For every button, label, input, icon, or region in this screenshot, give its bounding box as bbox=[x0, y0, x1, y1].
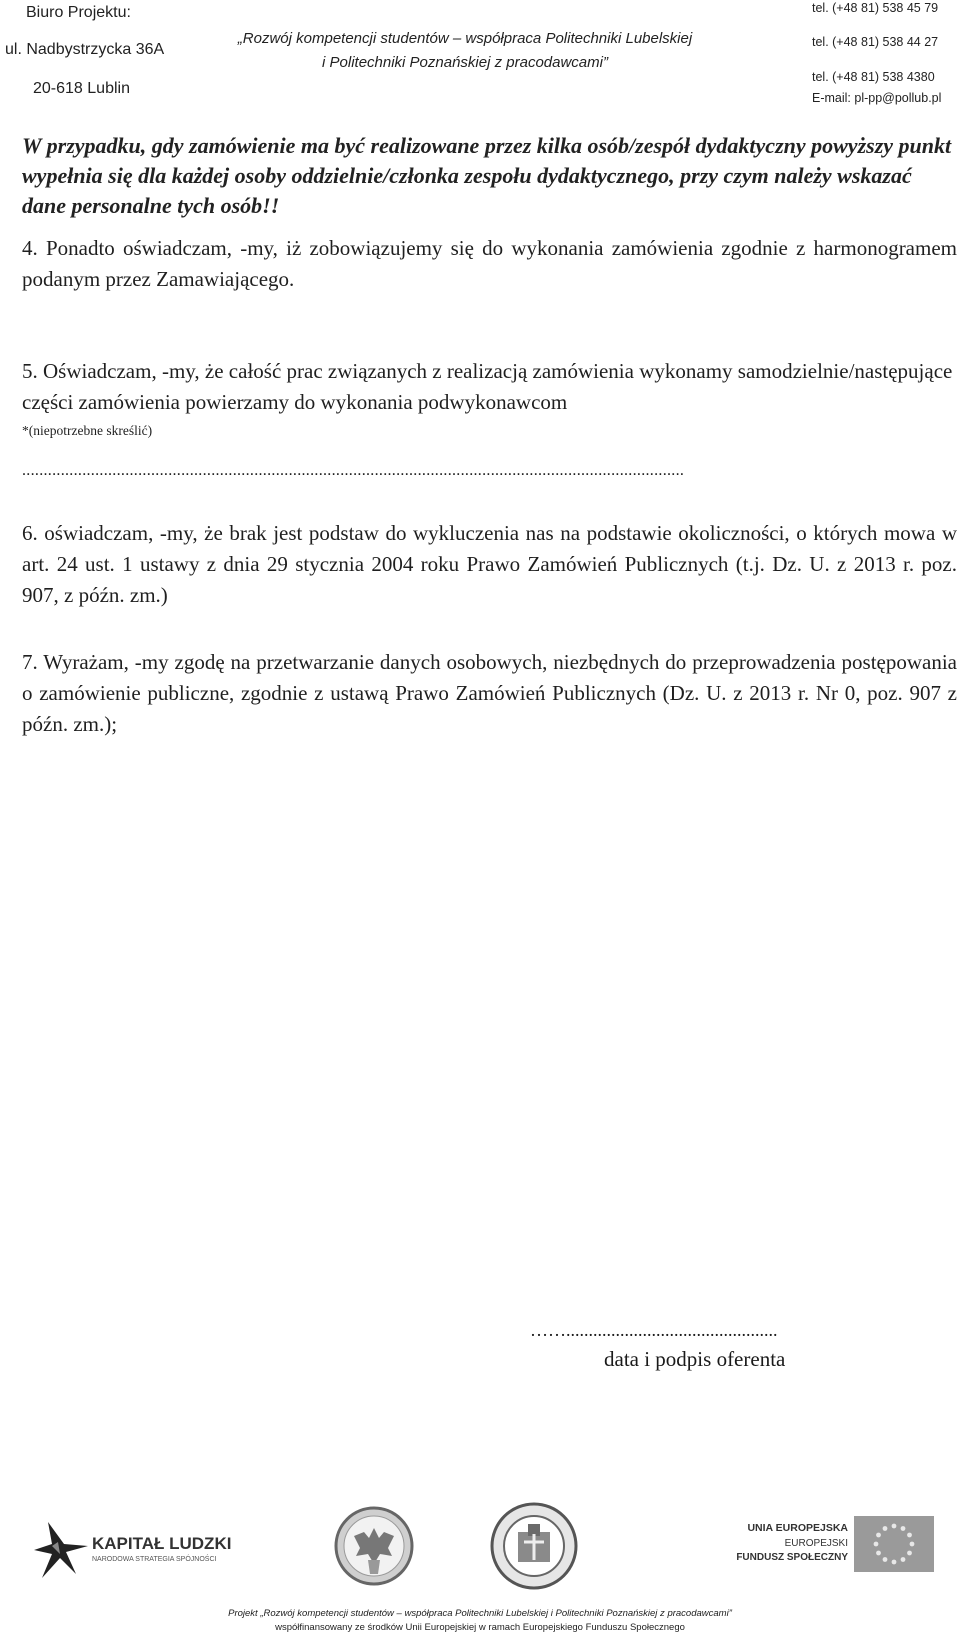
university-seal-icon bbox=[490, 1498, 578, 1594]
signature-label: data i podpis oferenta bbox=[604, 1347, 786, 1371]
header-project-title-line2: i Politechniki Poznańskiej z pracodawcami” bbox=[322, 54, 608, 71]
item-4: 4. Ponadto oświadczam, -my, iż zobowiązujemy się do wykonania zamówienia zgodnie z harmonogramem podanym przez Zamawiającego. bbox=[22, 236, 957, 291]
signature-dots: ……............................................... bbox=[530, 1320, 778, 1340]
ue-line-1: UNIA EUROPEJSKA bbox=[747, 1522, 848, 1534]
item-7: 7. Wyrażam, -my zgodę na przetwarzanie danych osobowych, niezbędnych do przeprowadzenia postępowania o zamówienie publiczne, zgodnie z ustawą Prawo Zamówień Publicznych (Dz. U. z 2013 r. Nr 0, poz. 907 z późn. zm.); bbox=[22, 650, 957, 736]
header-project-title-line1: „Rozwój kompetencji studentów – współpraca Politechniki Lubelskiej bbox=[237, 30, 693, 47]
intro-note: W przypadku, gdy zamówienie ma być realizowane przez kilka osób/zespół dydaktyczny powyższy punkt wypełnia się dla każdej osoby oddzielnie/członka zespołu dydaktycznego, przy czym należy wskazać dane personalne tych osób!! bbox=[22, 133, 952, 218]
footer-logos bbox=[0, 1498, 960, 1600]
eu-flag-icon bbox=[854, 1516, 934, 1572]
item-5-note: *(niepotrzebne skreślić) bbox=[22, 423, 153, 438]
unia-europejska-logo bbox=[736, 1514, 940, 1584]
ue-line-2: EUROPEJSKI bbox=[784, 1538, 848, 1549]
item-6: 6. oświadczam, -my, że brak jest podstaw do wykluczenia nas na podstawie okoliczności, o których mowa w art. 24 ust. 1 ustawy z dnia 29 stycznia 2004 roku Prawo Zamówień Publicznych (t.j. Dz. U. z 2013 r. poz. 907, z późn. zm.) bbox=[22, 521, 957, 607]
kapital-ludzki-star-icon bbox=[30, 1520, 90, 1580]
eagle-emblem-icon bbox=[334, 1498, 414, 1594]
kapital-ludzki-subtitle: NARODOWA STRATEGIA SPÓJNOŚCI bbox=[92, 1556, 217, 1563]
item-5-subcontractor-dots: .......................................................................................................................................................... bbox=[22, 462, 685, 479]
header-phone-3: tel. (+48 81) 538 4380 bbox=[812, 70, 935, 84]
header-phone-1: tel. (+48 81) 538 45 79 bbox=[812, 1, 939, 15]
footer-project-line: Projekt „Rozwój kompetencji studentów – współpraca Politechniki Lubelskiej i Politechniki Poznańskiej z pracodawcami” bbox=[228, 1608, 732, 1619]
kapital-ludzki-logo bbox=[30, 1520, 250, 1580]
politechnika-lubelska-emblem bbox=[334, 1498, 414, 1594]
item-5: 5. Oświadczam, -my, że całość prac związanych z realizacją zamówienia wykonamy samodzielnie/następujące części zamówienia powierzamy do wykonania podwykonawcom bbox=[22, 359, 953, 414]
header-office-street: ul. Nadbystrzycka 36A bbox=[5, 41, 165, 58]
header-email: E-mail: pl-pp@pollub.pl bbox=[812, 91, 942, 105]
kapital-ludzki-title: KAPITAŁ LUDZKI bbox=[92, 1534, 232, 1553]
politechnika-poznanska-seal bbox=[490, 1498, 578, 1594]
header-phone-2: tel. (+48 81) 538 44 27 bbox=[812, 35, 939, 49]
header-office-city: 20-618 Lublin bbox=[33, 80, 130, 97]
header-office-title: Biuro Projektu: bbox=[26, 4, 131, 21]
footer-cofinancing-line: współfinansowany ze środków Unii Europejskiej w ramach Europejskiego Funduszu Społecznego bbox=[275, 1622, 685, 1633]
ue-line-3: FUNDUSZ SPOŁECZNY bbox=[736, 1552, 848, 1563]
